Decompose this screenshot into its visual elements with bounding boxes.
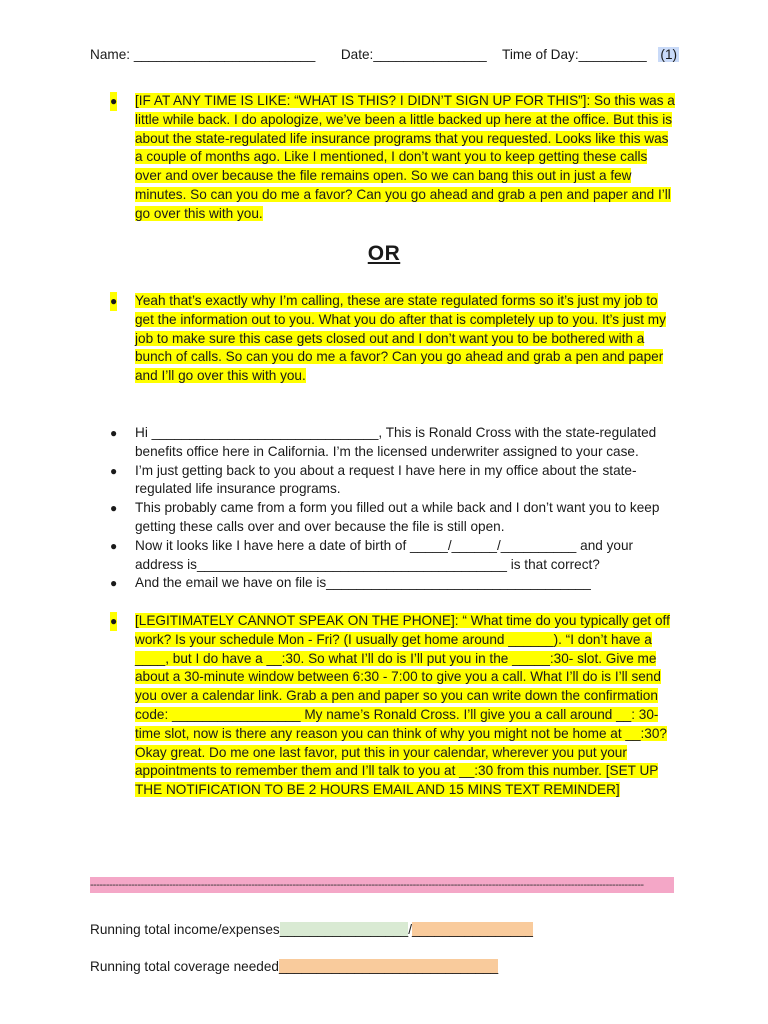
rebuttal-not-signed-up: [IF AT ANY TIME IS LIKE: “WHAT IS THIS? I DIDN’T SIGN UP FOR THIS”]: So this was a little while back. I do apologize, we’ve been a little backed up here at the office. But this is about the state-regulated life insurance programs that you requested. Looks like this was a couple of months ago. Like I mentioned, I don’t want you to keep getting these calls over and over because the file remains open. So we can bang this out in just a few minutes. So can you do me a favor? Can you go ahead and grab a pen and paper and I’ll go over this with you. bbox=[135, 93, 675, 221]
bullet-icon: ● bbox=[110, 501, 118, 516]
rebuttal-state-regulated: Yeah that’s exactly why I’m calling, these are state regulated forms so it’s just my job to get the information out to you. What you do after that is completely up to you. It’s just my job to make sure this case gets closed out and I don’t want you to be bothered with a bunch of calls. So can you do me a favor? Can you go ahead and grab a pen and paper and I’ll go over this with you. bbox=[135, 293, 666, 384]
header-fields bbox=[90, 46, 690, 63]
intro-greeting: Hi ______________________________, This is Ronald Cross with the state-regulated benefits office here in California. I’m the licensed underwriter assigned to your case. bbox=[135, 425, 657, 459]
intro-script-list bbox=[0, 424, 675, 593]
income-expenses-slash: / bbox=[408, 922, 412, 937]
name-field[interactable]: Name: ________________________ bbox=[90, 47, 316, 62]
rebuttal-list-2 bbox=[0, 292, 675, 386]
or-divider: OR bbox=[367, 242, 401, 265]
date-field[interactable]: Date:_______________ bbox=[340, 47, 487, 62]
list-item bbox=[0, 92, 675, 224]
list-item bbox=[0, 537, 675, 575]
bullet-icon: ● bbox=[110, 612, 117, 631]
income-field[interactable]: _________________ bbox=[279, 922, 409, 937]
bullet-icon: ● bbox=[110, 292, 117, 311]
coverage-row bbox=[90, 958, 498, 975]
list-item bbox=[0, 574, 675, 593]
income-expenses-row bbox=[90, 921, 533, 938]
rebuttal-list-1 bbox=[0, 92, 675, 224]
bullet-icon: ● bbox=[110, 92, 117, 111]
page-number: (1) bbox=[660, 47, 678, 62]
bullet-icon: ● bbox=[110, 463, 118, 478]
bullet-icon: ● bbox=[110, 538, 118, 553]
intro-form-origin: This probably came from a form you filled out a while back and I don’t want you to keep getting these calls over and over because the file is still open. bbox=[135, 500, 660, 534]
income-expenses-label: Running total income/expenses bbox=[90, 922, 280, 937]
list-item bbox=[0, 424, 675, 462]
time-of-day-field[interactable]: Time of Day:_________ bbox=[502, 47, 647, 62]
list-item bbox=[0, 612, 675, 800]
coverage-label: Running total coverage needed bbox=[90, 959, 279, 974]
coverage-field[interactable]: _____________________________ bbox=[278, 959, 499, 974]
expenses-field[interactable]: ________________ bbox=[412, 922, 533, 937]
list-item bbox=[0, 499, 675, 537]
bullet-icon: ● bbox=[110, 576, 118, 591]
intro-dob-address: Now it looks like I have here a date of birth of _____/______/__________ and your address is_________________________________________ is that correct? bbox=[135, 537, 634, 572]
section-separator: ------------------------------------------------------------------------------------------------------------------------------------------------------------------------------- bbox=[90, 877, 674, 893]
list-item bbox=[0, 292, 675, 386]
bullet-icon: ● bbox=[110, 426, 118, 440]
callback-script: [LEGITIMATELY CANNOT SPEAK ON THE PHONE]: “ What time do you typically get off work? Is your schedule Mon - Fri? (I usually get home around ______). “I don’t have a ____, but I do have a __:30. So what I’ll do is I’ll put you in the _____:30- slot. Give me about a 30-minute window between 6:30 - 7:00 to give you a call. What I’ll do is I’ll send you over a calendar link. Grab a pen and paper so you can write down the confirmation code: _________________ My name’s Ronald Cross. I’ll give you a call around __: 30-time slot, now is there any reason you can think of why you might not be home at __:30? Okay great. Do me one last favor, put this in your calendar, wherever you put your appointments to remember them and I’ll talk to you at __:30 from this number. [SET UP THE NOTIFICATION TO BE 2 HOURS EMAIL AND 15 MINS TEXT REMINDER] bbox=[135, 613, 670, 798]
callback-script-list bbox=[0, 612, 675, 800]
intro-email: And the email we have on file is___________________________________ bbox=[135, 575, 591, 591]
intro-request: I’m just getting back to you about a request I have here in my office about the state-regulated life insurance programs. bbox=[135, 462, 637, 497]
list-item bbox=[0, 462, 675, 500]
